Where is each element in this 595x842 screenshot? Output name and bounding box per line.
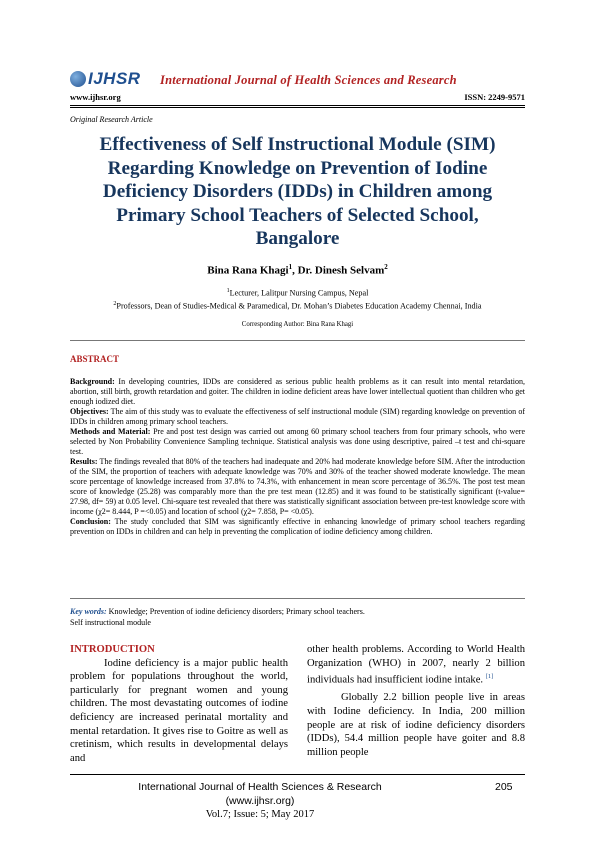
globe-icon [70, 71, 86, 87]
abstract-heading: ABSTRACT [70, 354, 120, 364]
footer [120, 781, 400, 822]
intro-paragraph-2: Globally 2.2 billion people live in areas with Iodine deficiency. In India, 200 million people are at risk of iodine deficiency disorders (IDDs), 54.4 million people have goiter and 8.8 million people [307, 692, 525, 758]
page-number: 205 [495, 781, 513, 793]
keywords-label: Key words: [70, 607, 107, 616]
footer-rule [70, 774, 525, 775]
author-separator: , [292, 264, 298, 277]
intro-paragraph-1-cont [307, 643, 525, 687]
header-rule [70, 105, 525, 106]
footer-volume: Vol.7; Issue: 5; May 2017 [205, 809, 315, 820]
affiliation-1-sup: 1 [226, 288, 230, 294]
logo-text: IJHSR [88, 69, 141, 88]
abstract-results [70, 457, 525, 517]
abstract-methods [70, 427, 525, 457]
reference-link[interactable]: [1] [485, 673, 494, 681]
footer-journal: International Journal of Health Sciences & Research (www.ijhsr.org) [138, 781, 382, 807]
methods-text: Pre and post test design was carried out among 60 primary school teachers from four primary schools, who were selected by Non Probability Convenience Sampling technique. Statistical analysis was done using descriptive, paired –t test and chi-square test. [70, 427, 526, 456]
abstract-bottom-rule [70, 598, 525, 599]
author-2-sup: 2 [384, 263, 388, 271]
affiliation-1-text: Lecturer, Lalitpur Nursing Campus, Nepal [229, 288, 369, 298]
journal-name: International Journal of Health Sciences and Research [160, 73, 457, 87]
journal-header [70, 70, 525, 92]
methods-label: Methods and Material: [70, 427, 151, 436]
body-column-2 [307, 643, 525, 759]
affiliation-2 [70, 301, 525, 311]
affiliation-2-text: Professors, Dean of Studies-Medical & Paramedical, Dr. Mohan’s Diabetes Education Academy Chennai, India [116, 301, 482, 311]
keywords [70, 607, 525, 628]
keywords-text-2: Self instructional module [70, 617, 151, 627]
keywords-text: Knowledge; Prevention of iodine deficiency disorders; Primary school teachers. [106, 607, 365, 616]
abstract-background [70, 377, 525, 407]
abstract-top-rule [70, 340, 525, 341]
objectives-label: Objectives: [70, 407, 109, 416]
objectives-text: The aim of this study was to evaluate the effectiveness of self instructional module (SIM) regarding knowledge on prevention of IDDs in children among primary school teachers. [70, 407, 525, 426]
corresponding-author: Corresponding Author: Bina Rana Khagi [241, 321, 354, 328]
background-text: In developing countries, IDDs are considered as serious public health problems as it can result into mental retardation, abortion, still birth, growth retardation and goiter. The children in iodine deficient areas have lower intellectual quotient than children who get enough iodized diet. [70, 377, 525, 406]
issn: ISSN: 2249-9571 [464, 92, 525, 102]
journal-website[interactable]: www.ijhsr.org [70, 92, 121, 102]
authors [70, 263, 525, 277]
results-label: Results: [70, 457, 98, 466]
results-text: The findings revealed that 80% of the teachers had inadequate and 20% had moderate knowledge before SIM. After the introduction of the SIM, the proportion of teachers with adequate knowledge was 70% and 30% of the teacher showed moderate knowledge. The mean score percentage of knowledge increased from 37.8% to 74.3%, with enhancement in mean score percentage of 36.5%. The post test mean score of knowledge (25.28) was comparably more than the pre test mean (12.85) and it was found to be statistically significant (t-value= 27.98, df= 59) at 0.05 level. Chi-square test revealed that there was statistically significant association between pre-test knowledge score with income (χ2= 8.444, P =<0.05) and location of school (χ2= 7.858, P= <0.05). [70, 457, 525, 516]
author-1: Bina Rana Khagi [207, 264, 289, 277]
intro-paragraph-1: Iodine deficiency is a major public health problem for populations throughout the world, particularly for pregnant women and young children. The most devastating outcomes of iodine deficiency are increased perinatal mortality and mental retardation. It gives rise to Goitre as well as cretinism, which results in developmental delays and [70, 657, 288, 764]
paper-title: Effectiveness of Self Instructional Module (SIM) Regarding Knowledge on Prevention of Iodine Deficiency Disorders (IDDs) in Children among Primary School Teachers of Selected School, Bangalore [99, 134, 496, 249]
author-2: Dr. Dinesh Selvam [297, 264, 385, 277]
author-1-sup: 1 [288, 263, 293, 271]
background-label: Background: [70, 377, 115, 386]
journal-logo [70, 70, 156, 90]
abstract-objectives [70, 407, 525, 427]
abstract-conclusion [70, 517, 525, 537]
conclusion-label: Conclusion: [70, 517, 111, 526]
abstract-body [70, 377, 525, 537]
article-type: Original Research Article [70, 115, 153, 124]
affiliation-1 [70, 288, 525, 298]
affiliation-2-sup: 2 [113, 301, 117, 307]
introduction-heading: INTRODUCTION [70, 644, 155, 655]
col2-text-1: other health problems. According to World Health Organization (WHO) in 2007, nearly 2 billion individuals had insufficient iodine intake. [307, 644, 525, 686]
body-column-1 [70, 643, 288, 765]
header-rule-thin [70, 107, 525, 108]
conclusion-text: The study concluded that SIM was significantly effective in enhancing knowledge of primary school teachers regarding prevention on IDDs in children and can help in preventing the complication of iodine deficiency among children. [70, 517, 525, 536]
